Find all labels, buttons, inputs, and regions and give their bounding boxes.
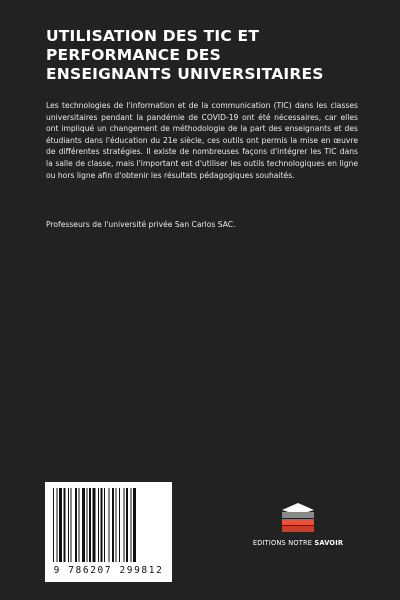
title-line-1: UTILISATION DES TIC ET <box>46 27 260 45</box>
barcode-bar <box>93 488 96 562</box>
isbn-number: 9 786207 299812 <box>53 565 164 576</box>
title-line-3: ENSEIGNANTS UNIVERSITAIRES <box>46 65 324 83</box>
publisher-name <box>238 539 358 547</box>
stacked-books-icon <box>280 501 316 535</box>
barcode-bar <box>109 488 110 562</box>
publisher-name-bold: SAVOIR <box>314 539 344 547</box>
barcode-bar <box>124 488 125 562</box>
barcode-bar <box>64 488 66 562</box>
book-description: Les technologies de l'information et de la communication (TIC) dans les classes universitaires pendant la pandémie de COVID-19 ont été nécessaires, car elles ont impliqué un changement de méthodologie de la part des enseignants et des étudiants dans l'éducation du 21e siècle, ces outils ont permis la mise en œuvre de différentes stratégies. Il existe de nombreuses façons d'intégrer les TIC dans la salle de classe, mais l'important est d'utiliser les outils technologiques en ligne ou hors ligne afin d'obtenir les résultats pédagogiques souhaités. <box>46 101 358 180</box>
publisher-logo <box>238 497 358 557</box>
barcode-bar <box>126 488 128 562</box>
publisher-name-regular: EDITIONS NOTRE <box>252 539 315 547</box>
barcode-bar <box>53 488 54 562</box>
barcode-bar <box>82 488 85 562</box>
barcode-bar <box>133 488 136 562</box>
barcode-bar <box>89 488 91 562</box>
barcode-bar <box>101 488 103 562</box>
barcode-bar <box>75 488 77 562</box>
barcode-bar <box>71 488 72 562</box>
isbn-barcode <box>45 482 172 582</box>
barcode-bar <box>98 488 99 562</box>
barcode-bar <box>116 488 117 562</box>
barcode-bar <box>57 488 58 562</box>
book-title <box>46 27 376 84</box>
barcode-bar <box>79 488 80 562</box>
barcode-bar <box>59 488 62 562</box>
barcode-bar <box>131 488 132 562</box>
barcode-bar <box>87 488 88 562</box>
barcode-bars <box>51 488 166 564</box>
title-line-2: PERFORMANCE DES <box>46 46 221 64</box>
barcode-bar <box>112 488 114 562</box>
barcode-bar <box>119 488 120 562</box>
barcode-bar <box>104 488 105 562</box>
author-note: Professeurs de l'université privée San Carlos SAC. <box>46 220 236 229</box>
barcode-bar <box>68 488 69 562</box>
